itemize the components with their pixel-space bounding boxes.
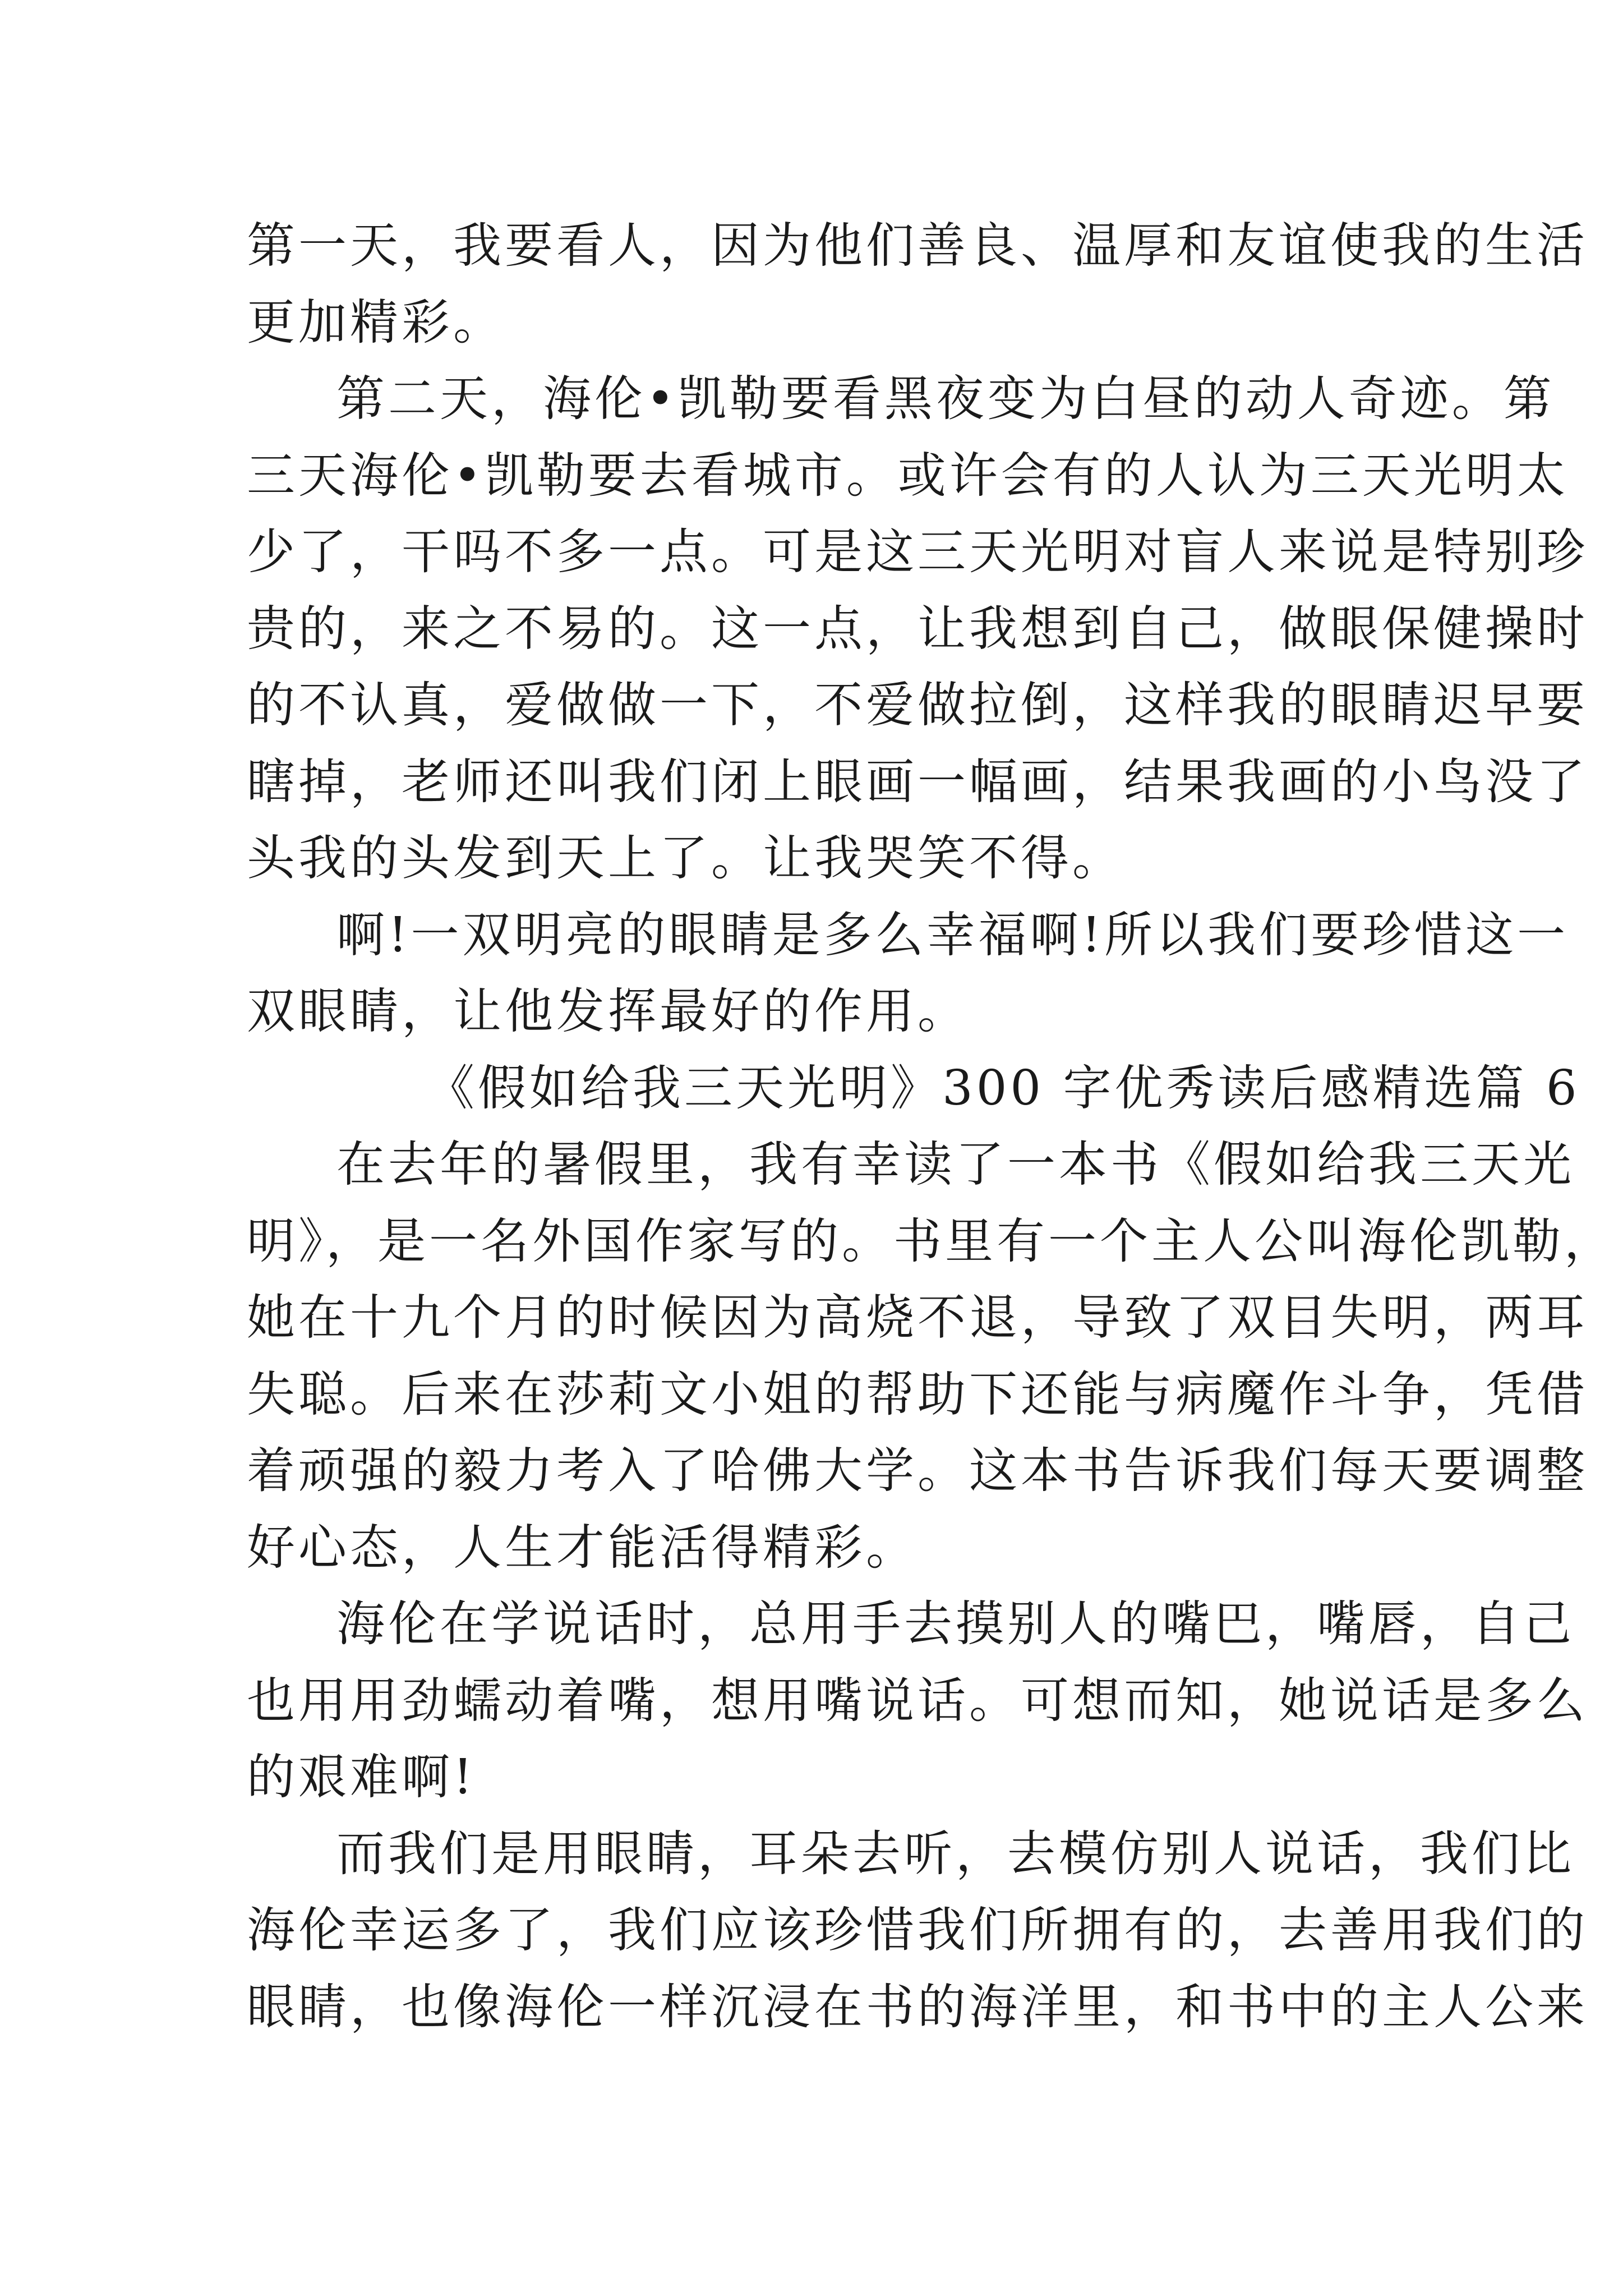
document-body [247, 208, 1616, 2045]
text-line: 着顽强的毅力考入了哈佛大学。这本书告诉我们每天要调整 [247, 1443, 1588, 1499]
text-line: 眼睛，也像海伦一样沉浸在书的海洋里，和书中的主人公来 [247, 1978, 1588, 2035]
text-line: 明》，是一名外国作家写的。书里有一个主人公叫海伦凯勒， [247, 1213, 1616, 1269]
text-line: 她在十九个月的时候因为高烧不退，导致了双目失明，两耳 [247, 1290, 1588, 1346]
text-line: 海伦幸运多了，我们应该珍惜我们所拥有的，去善用我们的 [247, 1902, 1588, 1958]
paragraph-start-line: 而我们是用眼睛，耳朵去听，去模仿别人说话，我们比 [336, 1825, 1575, 1882]
text-line: 好心态，人生才能活得精彩。 [247, 1519, 917, 1576]
text-line: 第一天，我要看人，因为他们善良、温厚和友谊使我的生活 [247, 218, 1588, 274]
text-line: 瞎掉，老师还叫我们闭上眼画一幅画，结果我画的小鸟没了 [247, 753, 1588, 810]
paragraph-start-line: 海伦在学说话时，总用手去摸别人的嘴巴，嘴唇，自己 [336, 1596, 1575, 1652]
paragraph-start-line: 第二天，海伦•凯勒要看黑夜变为白昼的动人奇迹。第 [336, 371, 1555, 427]
text-line: 贵的，来之不易的。这一点，让我想到自己，做眼保健操时 [247, 600, 1588, 657]
text-line: 头我的头发到天上了。让我哭笑不得。 [247, 830, 1124, 886]
text-line: 的艰难啊! [247, 1749, 476, 1805]
text-line: 也用用劲蠕动着嘴，想用嘴说话。可想而知，她说话是多么 [247, 1672, 1588, 1729]
text-line: 失聪。后来在莎莉文小姐的帮助下还能与病魔作斗争，凭借 [247, 1366, 1588, 1423]
text-line: 三天海伦•凯勒要去看城市。或许会有的人认为三天光明太 [247, 447, 1569, 504]
text-line: 双眼睛，让他发挥最好的作用。 [247, 983, 969, 1039]
paragraph-start-line: 在去年的暑假里，我有幸读了一本书《假如给我三天光 [336, 1137, 1575, 1193]
text-line: 更加精彩。 [247, 294, 505, 351]
text-line: 少了，干吗不多一点。可是这三天光明对盲人来说是特别珍 [247, 524, 1588, 580]
section-heading: 《假如给我三天光明》300 字优秀读后感精选篇 6 [426, 1060, 1580, 1116]
paragraph-start-line: 啊!一双明亮的眼睛是多么幸福啊!所以我们要珍惜这一 [336, 907, 1569, 963]
text-line: 的不认真，爱做做一下，不爱做拉倒，这样我的眼睛迟早要 [247, 677, 1588, 733]
